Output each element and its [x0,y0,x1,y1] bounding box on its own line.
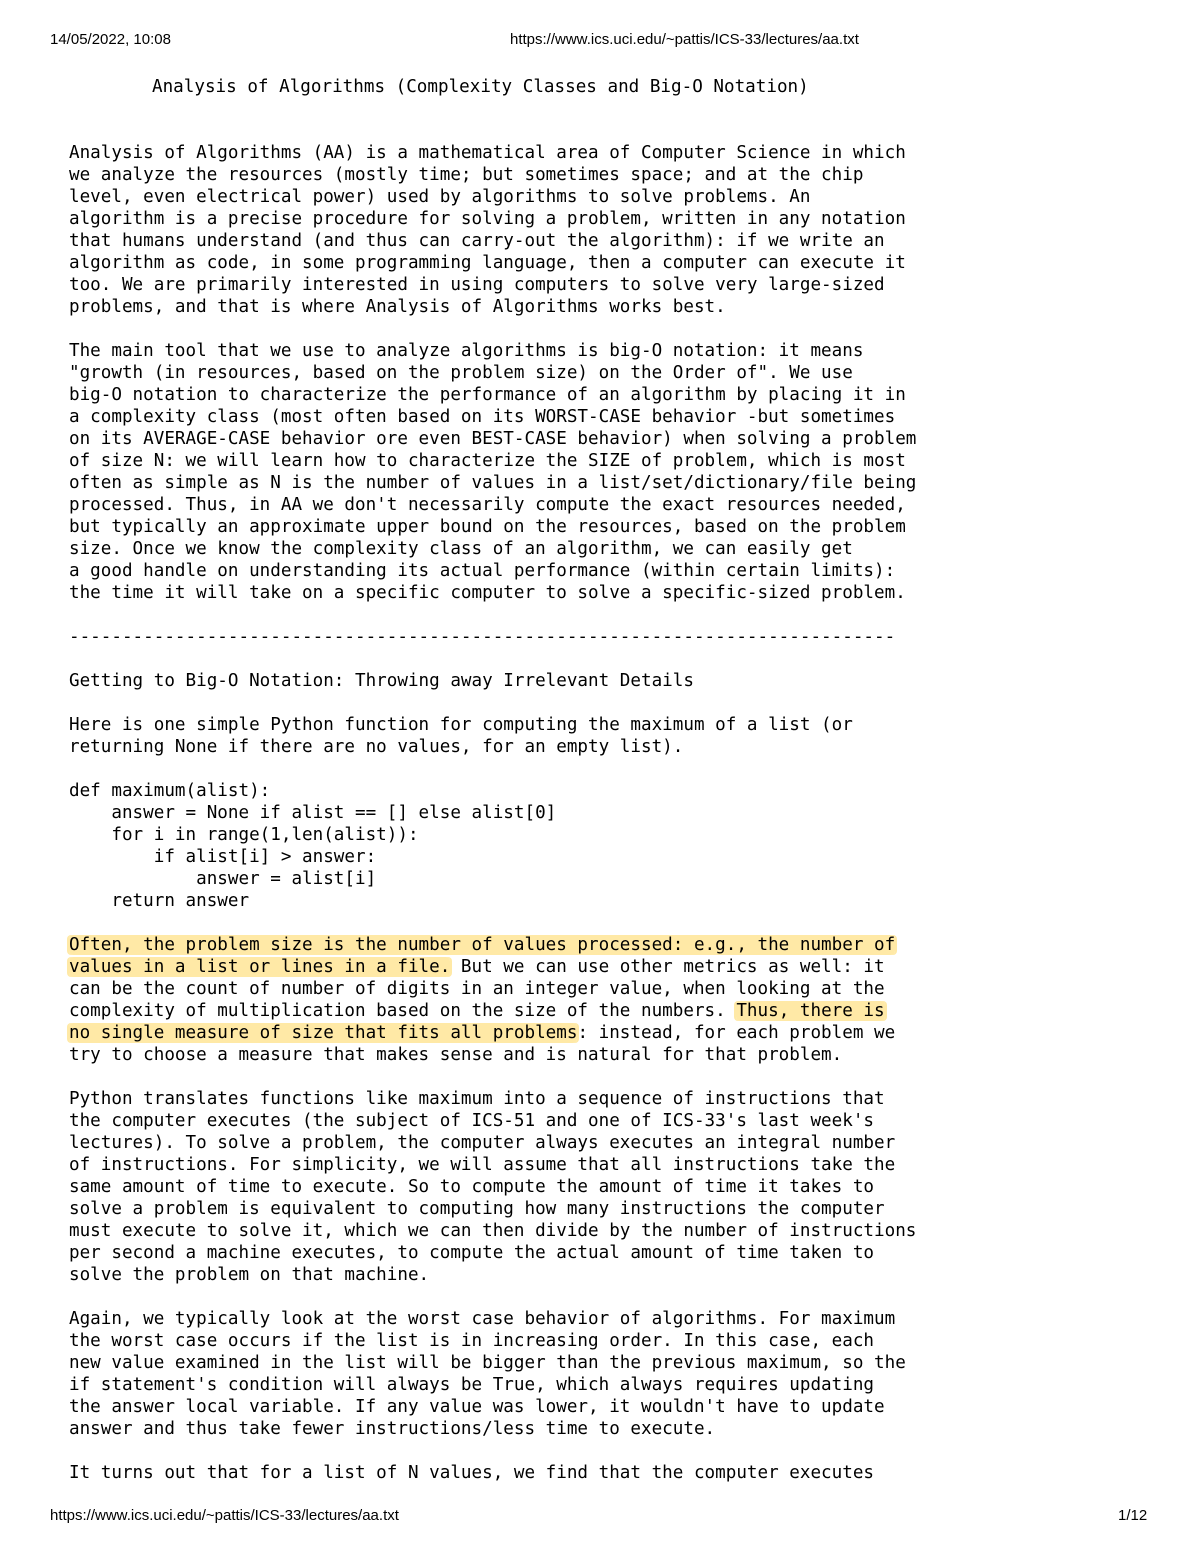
paragraph-worst-case: Again, we typically look at the worst case behavior of algorithms. For maximum the worst case occurs if the list is in increasing order. In this case, each new value examined in the list will be bigger than the previous maximum, so the if statement's condition will always be True, which always requires updating the answer local variable. If any value was lower, it wouldn't have to update answer and thus take fewer instructions/less time to execute. [69,1309,906,1439]
highlight-4: no single measure of size that fits all problems [69,1023,578,1043]
paragraph-maximum-intro: Here is one simple Python function for computing the maximum of a list (or returning None if there are no values, for an empty list). [69,715,853,757]
paragraph-big-o-tool: The main tool that we use to analyze algorithms is big-O notation: it means "growth (in resources, based on the problem size) on the Order of". We use big-O notation to characterize the performance of an algorithm by placing it in a complexity class (most often based on its WORST-CASE behavior -but sometimes on its AVERAGE-CASE behavior ore even BEST-CASE behavior) when solving a problem of size N: we will learn how to characterize the SIZE of problem, which is most often as simple as N is the number of values in a list/set/dictionary/file being processed. Thus, in AA we don't necessarily compute the exact resources needed, but typically an approximate upper bound on the resources, based on the problem size. Once we know the complexity class of an algorithm, we can easily get a good handle on understanding its actual performance (within certain limits): the time it will take on a specific computer to solve a specific-sized problem. [69,341,917,603]
text-run: But we can use other metrics as well: it [450,957,885,977]
print-header-datetime: 14/05/2022, 10:08 [50,31,171,48]
paragraph-intro: Analysis of Algorithms (AA) is a mathematical area of Computer Science in which we analyze the resources (mostly time; but sometimes space; and at the chip level, even electrical power) used by algorithms to solve problems. An algorithm is a precise procedure for solving a problem, written in any notation that humans understand (and thus can carry-out the algorithm): if we write an algorithm as code, in some programming language, then a computer can execute it too. We are primarily interested in using computers to solve very large-sized problems, and that is where Analysis of Algorithms works best. [69,143,906,317]
print-footer-url: https://www.ics.uci.edu/~pattis/ICS-33/lectures/aa.txt [50,1507,399,1524]
paragraph-problem-size [69,934,1129,1066]
text-line: try to choose a measure that makes sense and is natural for that problem. [69,1045,843,1065]
print-footer-page-number: 1/12 [1118,1507,1148,1524]
text-run: complexity of multiplication based on the size of the numbers. [69,1001,737,1021]
text-run: : instead, for each problem we [577,1023,896,1043]
print-header-url: https://www.ics.uci.edu/~pattis/ICS-33/lectures/aa.txt [510,31,859,48]
highlight-2: values in a list or lines in a file. [69,957,451,977]
highlight-3: Thus, there is [736,1001,885,1021]
paragraph-n-values: It turns out that for a list of N values, we find that the computer executes [69,1463,875,1483]
document-body [69,142,1129,1484]
code-block-maximum: def maximum(alist): answer = None if alist == [] else alist[0] for i in range(1,len(alist)): if alist[i] > answer: answer = alist[i] return answer [69,781,557,911]
text-line: can be the count of number of digits in an integer value, when looking at the [69,979,885,999]
highlight-1: Often, the problem size is the number of values processed: e.g., the number of [69,935,896,955]
paragraph-python-instructions: Python translates functions like maximum into a sequence of instructions that the computer executes (the subject of ICS-51 and one of ICS-33's last week's lectures). To solve a problem, the computer always executes an integral number of instructions. For simplicity, we will assume that all instructions take the same amount of time to execute. So to compute the amount of time it takes to solve a problem is equivalent to computing how many instructions the computer must execute to solve it, which we can then divide by the number of instructions per second a machine executes, to compute the actual amount of time taken to solve the problem on that machine. [69,1089,917,1285]
section-heading: Getting to Big-O Notation: Throwing away Irrelevant Details [69,671,694,691]
section-divider: ------------------------------------------------------------------------------ [69,627,896,647]
page-title: Analysis of Algorithms (Complexity Classes and Big-O Notation) [152,77,809,97]
